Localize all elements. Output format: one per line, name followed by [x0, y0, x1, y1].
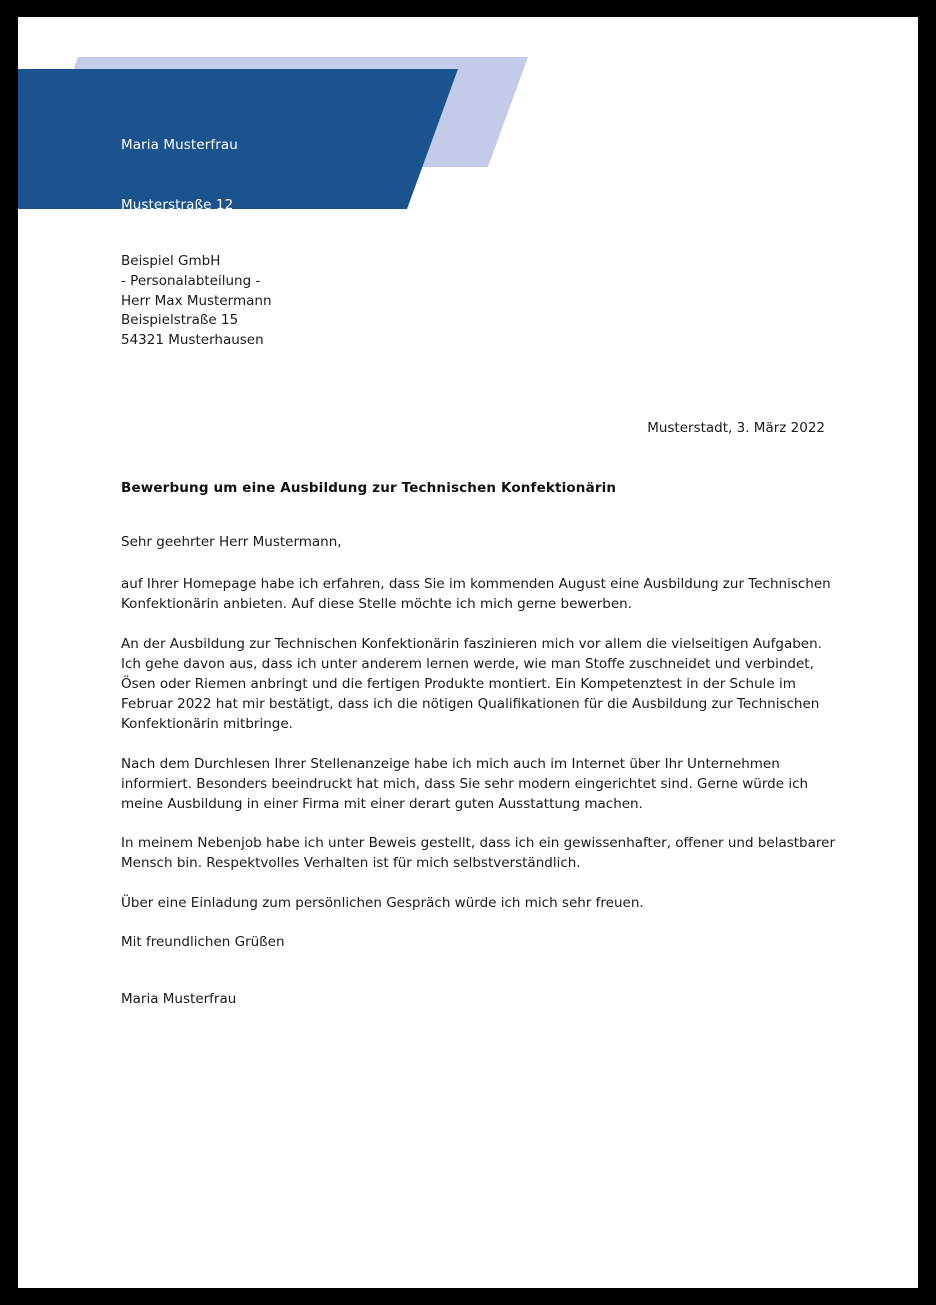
salutation: Sehr geehrter Herr Mustermann, — [121, 534, 342, 550]
body-paragraph: An der Ausbildung zur Technischen Konfektionärin faszinieren mich vor allem die vielseitigen Aufgaben. Ich gehe davon aus, dass ich unter anderem lernen werde, wie man Stoffe zuschneidet und verbindet, Ösen oder Riemen anbringt und die fertigen Produkte montiert. Ein Kompetenztest in der Schule im Februar 2022 hat mir bestätigt, dass ich die nötigen Qualifikationen für die Ausbildung zur Technischen Konfektionärin mitbringe. — [121, 635, 822, 733]
letter-subject: Bewerbung um eine Ausbildung zur Technischen Konfektionärin — [121, 480, 617, 496]
recipient-city: 54321 Musterhausen — [121, 332, 264, 349]
recipient-department: - Personalabteilung - — [121, 272, 261, 289]
letterhead-banner — [18, 17, 918, 232]
body-paragraph: In meinem Nebenjob habe ich unter Beweis gestellt, dass ich ein gewissenhafter, offener und belastbarer Mensch bin. Respektvolles Verhalten ist für mich selbstverständlich. — [121, 835, 836, 872]
recipient-address-block — [121, 252, 272, 351]
sender-name: Maria Musterfrau — [121, 137, 238, 153]
body-paragraph: Über eine Einladung zum persönlichen Gespräch würde ich mich sehr freuen. — [121, 894, 644, 911]
date-line: Musterstadt, 3. März 2022 — [647, 420, 825, 436]
letter-page — [18, 17, 918, 1288]
recipient-contact: Herr Max Mustermann — [121, 292, 272, 309]
closing-line: Mit freundlichen Grüßen — [121, 933, 285, 950]
recipient-street: Beispielstraße 15 — [121, 312, 239, 329]
recipient-company: Beispiel GmbH — [121, 253, 221, 269]
body-paragraph: Nach dem Durchlesen Ihrer Stellenanzeige habe ich mich auch im Internet über Ihr Unternehmen informiert. Besonders beeindruckt hat mich, dass Sie sehr modern eingerichtet sind. Gerne würde ich meine Ausbildung in einer Firma mit einer derart guten Ausstattung machen. — [121, 755, 809, 813]
sender-street: Musterstraße 12 — [121, 197, 234, 213]
sender-address-block — [121, 95, 285, 232]
body-paragraph: auf Ihrer Homepage habe ich erfahren, dass Sie im kommenden August eine Ausbildung zur Technischen Konfektionärin anbieten. Auf diese Stelle möchte ich mich gerne bewerben. — [121, 576, 831, 613]
letter-body — [121, 532, 836, 1009]
signature-name: Maria Musterfrau — [121, 991, 237, 1008]
